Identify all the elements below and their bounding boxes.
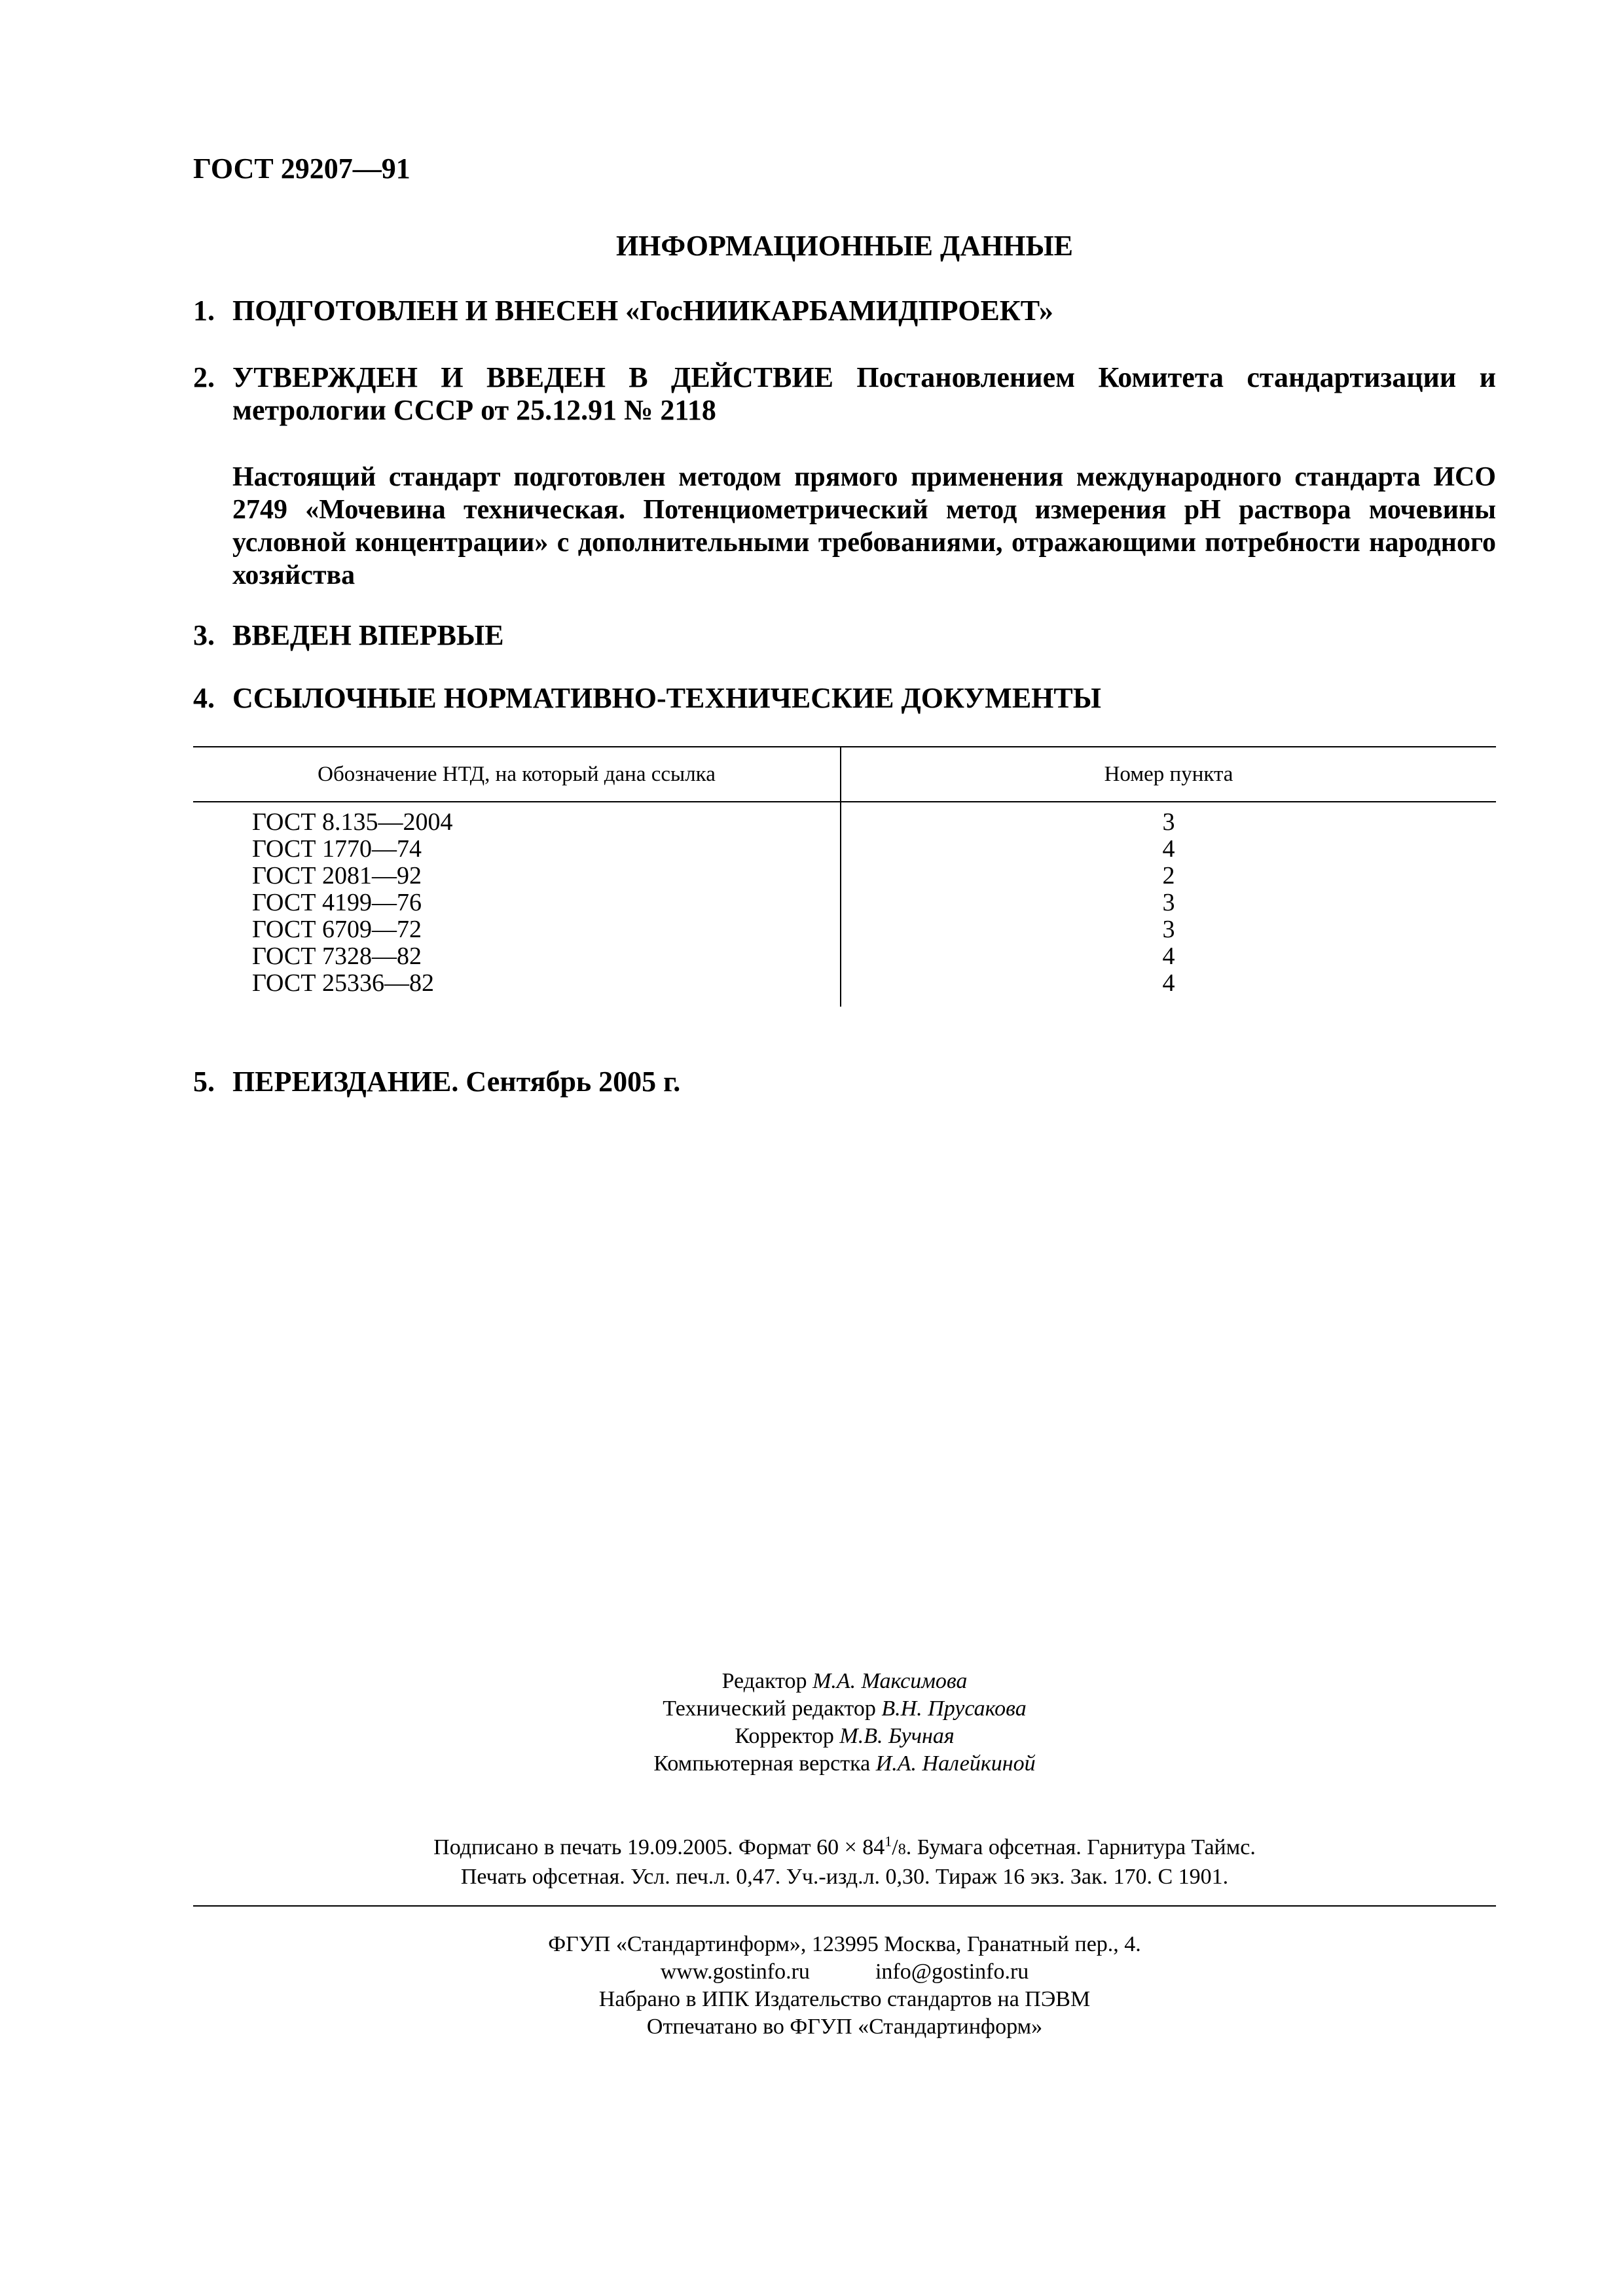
table-cell-clause: 4 — [1162, 942, 1175, 970]
credit-line — [193, 1723, 1496, 1750]
table-cell-clause: 4 — [1162, 969, 1175, 997]
publisher-block — [193, 1931, 1496, 2041]
credit-role: Компьютерная верстка — [653, 1751, 871, 1776]
item-3 — [193, 619, 1496, 652]
table-header-clause: Номер пункта — [1104, 762, 1233, 786]
credit-name: М.В. Бучная — [839, 1724, 955, 1748]
print-info-line-1: Подписано в печать 19.09.2005. Формат $60 \times 84^1/8$. Бумага офсетная. Гарнитура Таймс. — [433, 1833, 1256, 1859]
table-cell-clause: 2 — [1162, 862, 1175, 889]
table-cell-clause: 3 — [1162, 889, 1175, 916]
item-lead: ВВЕДЕН ВПЕРВЫЕ — [232, 619, 504, 651]
item-text: Сентябрь 2005 г. — [458, 1066, 681, 1098]
credit-line — [193, 1668, 1496, 1695]
footer-divider — [193, 1905, 1496, 1907]
credit-name: И.А. Налейкиной — [875, 1751, 1036, 1776]
item-number: 1. — [193, 295, 215, 327]
item-4 — [193, 682, 1496, 715]
item-lead: ПОДГОТОВЛЕН И ВНЕСЕН — [232, 295, 619, 327]
credit-line — [193, 1695, 1496, 1723]
item-number: 4. — [193, 682, 215, 714]
table-cell-doc: ГОСТ 2081—92 — [252, 862, 422, 889]
publisher-printed: Отпечатано во ФГУП «Стандартинформ» — [646, 2015, 1043, 2039]
item-number: 2. — [193, 361, 215, 393]
publisher-website-link[interactable]: www.gostinfo.ru — [660, 1960, 810, 1984]
table-row — [193, 970, 1496, 997]
item-2 — [193, 361, 1496, 427]
table-cell-clause: 4 — [1162, 835, 1175, 863]
table-row — [193, 943, 1496, 970]
publisher-typeset: Набрано в ИПК Издательство стандартов на ПЭВМ — [598, 1987, 1091, 2011]
table-body — [193, 809, 1496, 997]
table-row — [193, 836, 1496, 863]
publisher-email-link[interactable]: info@gostinfo.ru — [875, 1960, 1029, 1984]
table-cell-doc: ГОСТ 1770—74 — [252, 835, 422, 863]
standard-note: Настоящий стандарт подготовлен методом прямого применения международного стандарта ИСО 2749 «Мочевина техническая. Потенциометрический метод измерения pH раствора мочевины условной концентрации» с дополнительными требованиями, отражающими потребности народного хозяйства — [232, 462, 1496, 590]
item-number: 3. — [193, 619, 215, 651]
publisher-contacts — [193, 1958, 1496, 1986]
credit-line — [193, 1750, 1496, 1778]
item-number: 5. — [193, 1066, 215, 1098]
page-title: ИНФОРМАЦИОННЫЕ ДАННЫЕ — [615, 230, 1074, 262]
table-row — [193, 916, 1496, 943]
item-1 — [193, 295, 1496, 327]
table-header-designation: Обозначение НТД, на который дана ссылка — [318, 762, 716, 786]
credit-role: Редактор — [721, 1669, 807, 1693]
table-cell-doc: ГОСТ 7328—82 — [252, 942, 422, 970]
item-text: Постановлением Комитета стандартизации и метрологии СССР от 25.12.91 № 2118 — [232, 361, 1496, 426]
table-cell-clause: 3 — [1162, 916, 1175, 943]
table-row — [193, 863, 1496, 889]
table-cell-doc: ГОСТ 25336—82 — [252, 969, 434, 997]
table-cell-doc: ГОСТ 4199—76 — [252, 889, 422, 916]
print-info-line-2: Печать офсетная. Усл. печ.л. 0,47. Уч.-изд.л. 0,30. Тираж 16 экз. Зак. 170. С 1901. — [460, 1865, 1229, 1889]
table-row — [193, 889, 1496, 916]
credit-name: В.Н. Прусакова — [881, 1696, 1027, 1721]
table-cell-doc: ГОСТ 8.135—2004 — [252, 808, 453, 836]
item-5 — [193, 1066, 1496, 1098]
table-cell-clause: 3 — [1162, 808, 1175, 836]
publisher-address: ФГУП «Стандартинформ», 123995 Москва, Гранатный пер., 4. — [548, 1932, 1141, 1956]
document-code: ГОСТ 29207—91 — [193, 152, 410, 185]
print-info — [193, 1834, 1496, 1891]
item-text: «ГосНИИКАРБАМИДПРОЕКТ» — [618, 295, 1053, 327]
table-rule — [193, 801, 1496, 802]
credit-name: М.А. Максимова — [812, 1669, 968, 1693]
credits-block — [193, 1668, 1496, 1778]
credit-role: Технический редактор — [663, 1696, 876, 1721]
item-lead: УТВЕРЖДЕН И ВВЕДЕН В ДЕЙСТВИЕ — [232, 361, 833, 393]
table-rule — [193, 746, 1496, 747]
credit-role: Корректор — [735, 1724, 834, 1748]
table-row — [193, 809, 1496, 836]
item-lead: ССЫЛОЧНЫЕ НОРМАТИВНО-ТЕХНИЧЕСКИЕ ДОКУМЕНТЫ — [232, 682, 1101, 714]
item-lead: ПЕРЕИЗДАНИЕ. — [232, 1066, 459, 1098]
table-cell-doc: ГОСТ 6709—72 — [252, 916, 422, 943]
